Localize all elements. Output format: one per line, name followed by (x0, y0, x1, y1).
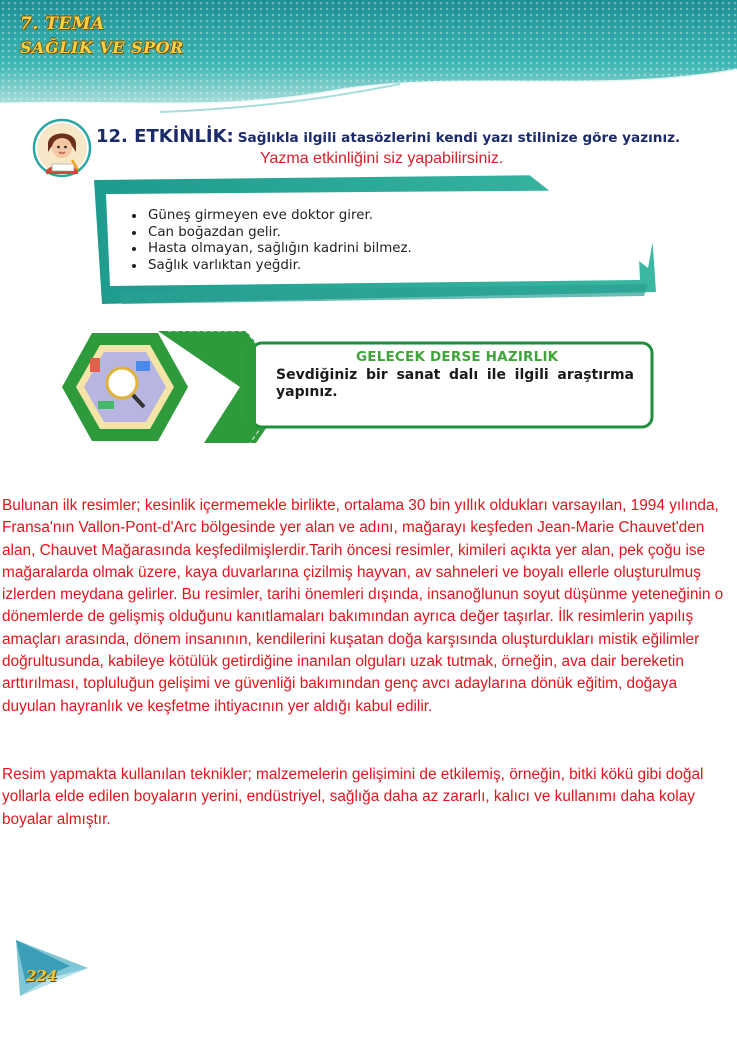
proverb-list (128, 208, 412, 274)
activity-label: 12. ETKİNLİK: (96, 126, 234, 147)
banner-graphic (0, 0, 737, 120)
activity-header (96, 126, 716, 147)
header-banner (0, 0, 737, 120)
prep-text: Sevdiğiniz bir sanat dalı ile ilgili araştırma yapınız. (276, 367, 634, 400)
student-writing-icon (32, 118, 92, 178)
page-number: 224 (26, 967, 58, 985)
list-item: • Can boğazdan gelir. (146, 225, 412, 242)
activity-note: Yazma etkinliğini siz yapabilirsiniz. (260, 150, 504, 167)
list-item: • Güneş girmeyen eve doktor girer. (146, 208, 412, 225)
theme-number: 7. TEMA (20, 14, 105, 34)
list-item: • Sağlık varlıktan yeğdir. (146, 258, 412, 275)
prep-heading: GELECEK DERSE HAZIRLIK (356, 349, 559, 365)
activity-instruction: Sağlıkla ilgili atasözlerini kendi yazı stilinize göre yazınız. (237, 130, 681, 146)
body-paragraph-2: Resim yapmakta kullanılan teknikler; malzemelerin gelişimini de etkilemiş, örneğin, bitki kökü gibi doğal yollarla elde edilen boyaların yerini, endüstriyel, sağlığa daha az zararlı, kalıcı ve kullanımı daha kolay boyalar almıştır. (2, 766, 704, 828)
theme-title: SAĞLIK VE SPOR (20, 38, 184, 57)
body-paragraph-1: Bulunan ilk resimler; kesinlik içermemekle birlikte, ortalama 30 bin yıllık oldukları varsayılan, 1994 yılında, Fransa'nın Vallon-Pont-d'Arc bölgesinde yer alan ve adını, mağarayı keşfeden Jean-Marie Chauvet'den alan, Chauvet Mağarasında keşfedilmişlerdir.Tarih öncesi resimler, kimileri açıkta yer alan, pek çoğu ise mağaralarda olmak üzere, kaya duvarlarına çizilmiş hayvan, av sahneleri ve boyalı ellerle oluşturulmuş izlerden meydana gelirler. Bu resimler, tarihi önemleri dışında, insanoğlunun soyut düşünme yeteneğinin o dönemlerde de gelişmiş olduğunu kanıtlamaları bakımından ayrıca değer taşırlar. İlk resimlerin yapılış amaçları arasında, dönem insanının, kendilerini kuşatan doğa karşısında oluşturdukları mistik eğilimler doğrultusunda, kabileye kötülük getirdiğine inanılan olguları uzak tutmak, örneğin, ava dair bereketin arttırılması, topluluğun gelişimi ve güvenliği bakımından genç avcı adaylarına dönük eğitim, doğaya duyulan hayranlık ve keşfetme ihtiyacının yer aldığı kabul edilir. (2, 497, 724, 715)
list-item: • Hasta olmayan, sağlığın kadrini bilmez. (146, 241, 412, 258)
